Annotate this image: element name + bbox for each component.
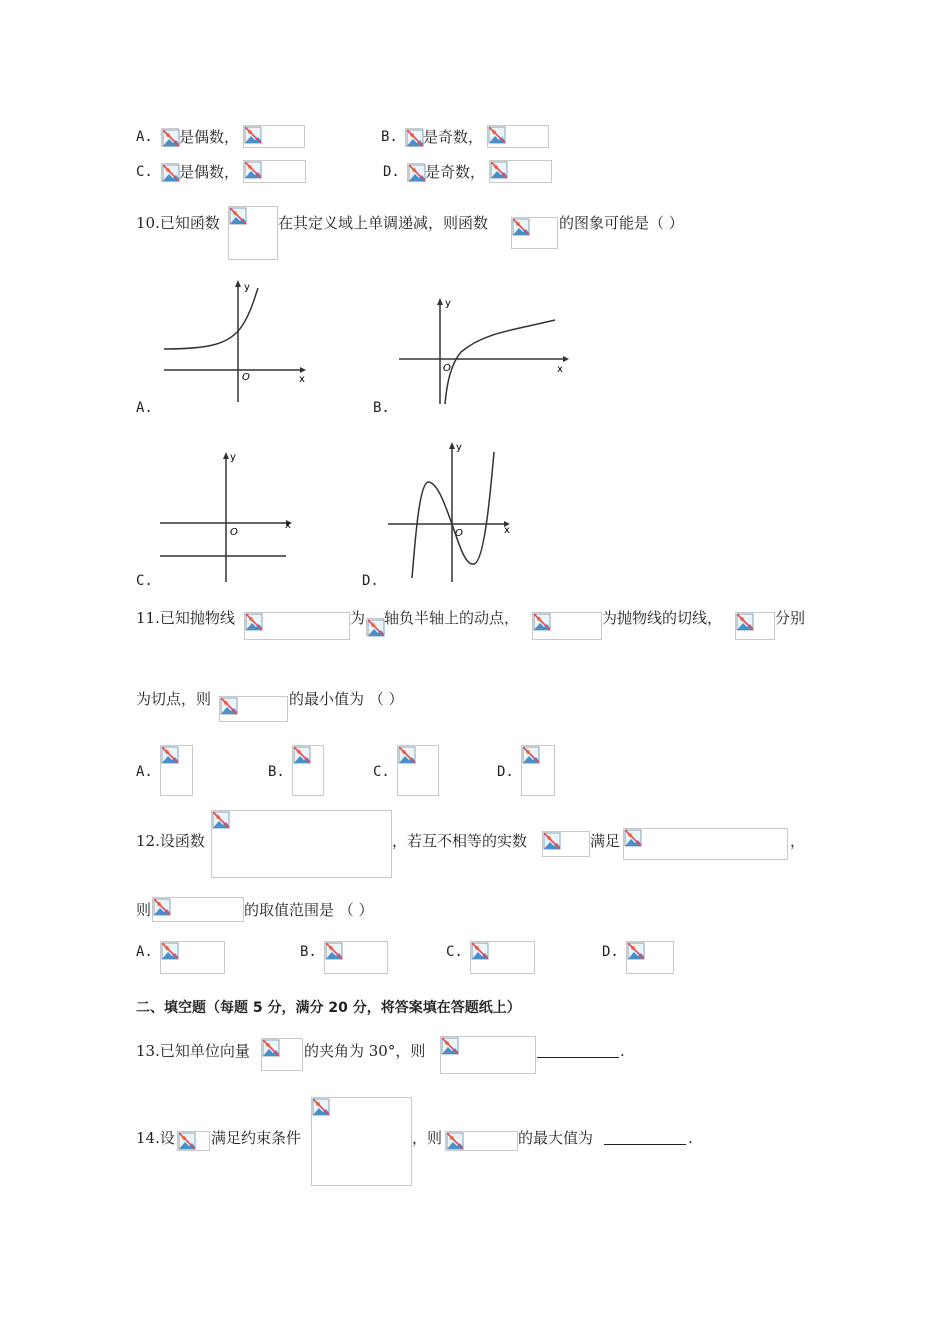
formula-image-icon: [532, 612, 602, 640]
q12-prefix: 12.设函数: [136, 832, 205, 850]
formula-image-icon: [161, 163, 179, 182]
broken-image-icon: [229, 207, 247, 225]
y-axis-label: y: [445, 298, 451, 309]
x-axis-label: x: [285, 520, 291, 531]
broken-image-icon: [212, 811, 230, 829]
q11-prefix: 11.已知抛物线: [136, 609, 235, 627]
q12-text-2: 满足: [590, 832, 621, 850]
formula-image-icon: [160, 941, 225, 974]
answer-blank[interactable]: [604, 1144, 686, 1145]
q12-line2-suffix: 的取值范围是 （ ）: [244, 901, 374, 919]
formula-image-icon: [292, 745, 324, 796]
origin-label: O: [230, 527, 238, 538]
broken-image-icon: [627, 942, 645, 960]
formula-image-icon: [161, 128, 179, 147]
broken-image-icon: [244, 126, 262, 144]
formula-image-icon: [397, 745, 439, 796]
q13-prefix: 13.已知单位向量: [136, 1042, 250, 1060]
broken-image-icon: [446, 1132, 464, 1150]
q11-text-1: 为: [350, 609, 366, 627]
formula-image-icon: [521, 745, 555, 796]
graph-c: [158, 448, 298, 584]
q12-option-c: C.: [446, 944, 463, 960]
formula-image-icon: [160, 745, 193, 796]
broken-image-icon: [293, 746, 311, 764]
formula-image-icon: [228, 206, 278, 260]
graph-b: [395, 292, 575, 406]
graph-d-label: D.: [362, 573, 379, 589]
graph-c-label: C.: [136, 573, 153, 589]
formula-image-icon: [211, 810, 392, 878]
q11-text-3: 为抛物线的切线，: [602, 609, 723, 627]
broken-image-icon: [367, 619, 385, 637]
broken-image-icon: [178, 1132, 196, 1150]
formula-image-icon: [487, 125, 549, 148]
q11-option-c: C.: [373, 764, 390, 780]
broken-image-icon: [522, 746, 540, 764]
formula-image-icon: [324, 941, 388, 974]
option-d-text: 是奇数，: [425, 163, 486, 181]
formula-image-icon: [542, 831, 590, 857]
formula-image-icon: [243, 160, 306, 183]
q11-text-4: 分别: [775, 609, 806, 627]
option-c-text: 是偶数，: [179, 163, 240, 181]
broken-image-icon: [325, 942, 343, 960]
formula-image-icon: [366, 618, 384, 636]
formula-image-icon: [311, 1097, 412, 1186]
broken-image-icon: [161, 942, 179, 960]
option-a-label: A.: [136, 129, 153, 145]
formula-image-icon: [511, 217, 558, 249]
option-d-label: D.: [383, 164, 400, 180]
q12-option-d: D.: [602, 944, 619, 960]
origin-label: O: [455, 528, 463, 539]
q12-option-a: A.: [136, 944, 153, 960]
q12-text-3: ，: [790, 832, 806, 850]
broken-image-icon: [512, 218, 530, 236]
x-axis-label: x: [299, 374, 305, 385]
q12-line2-prefix: 则: [136, 901, 152, 919]
q11-line2-prefix: 为切点，则: [136, 690, 212, 708]
formula-image-icon: [261, 1038, 303, 1071]
q14-end: .: [688, 1129, 693, 1147]
option-c-label: C.: [136, 164, 153, 180]
option-a-text: 是偶数，: [179, 128, 240, 146]
q11-option-d: D.: [497, 764, 514, 780]
q13-end: .: [620, 1042, 625, 1060]
formula-image-icon: [470, 941, 535, 974]
q14-text-1: 满足约束条件: [211, 1129, 302, 1147]
formula-image-icon: [243, 125, 305, 148]
graph-d: [386, 438, 520, 584]
broken-image-icon: [736, 613, 754, 631]
x-axis-label: x: [504, 525, 510, 536]
broken-image-icon: [488, 126, 506, 144]
q13-text-1: 的夹角为 30°，则: [304, 1042, 426, 1060]
broken-image-icon: [533, 613, 551, 631]
graph-b-label: B.: [373, 400, 390, 416]
formula-image-icon: [405, 128, 423, 147]
formula-image-icon: [152, 897, 244, 922]
broken-image-icon: [220, 697, 238, 715]
graph-a: [160, 278, 310, 406]
formula-image-icon: [489, 160, 552, 183]
broken-image-icon: [161, 746, 179, 764]
broken-image-icon: [245, 613, 263, 631]
q10-middle: 在其定义域上单调递减，则函数: [278, 214, 489, 232]
broken-image-icon: [406, 129, 424, 147]
y-axis-label: y: [456, 442, 462, 453]
q14-text-3: 的最大值为: [518, 1129, 594, 1147]
q14-prefix: 14.设: [136, 1129, 175, 1147]
q10-suffix: 的图象可能是（ ）: [559, 214, 684, 232]
x-axis-label: x: [557, 364, 563, 375]
broken-image-icon: [312, 1098, 330, 1116]
q10-prefix: 10.已知函数: [136, 214, 220, 232]
broken-image-icon: [624, 829, 642, 847]
y-axis-label: y: [244, 282, 250, 293]
formula-image-icon: [407, 163, 425, 182]
broken-image-icon: [162, 164, 180, 182]
formula-image-icon: [735, 612, 775, 640]
formula-image-icon: [626, 941, 674, 974]
section-2-heading: 二、填空题（每题 5 分，满分 20 分，将答案填在答题纸上）: [136, 1000, 521, 1016]
graph-a-label: A.: [136, 400, 153, 416]
broken-image-icon: [398, 746, 416, 764]
formula-image-icon: [219, 696, 288, 722]
broken-image-icon: [162, 129, 180, 147]
answer-blank[interactable]: [537, 1057, 619, 1058]
broken-image-icon: [408, 164, 426, 182]
option-b-label: B.: [381, 129, 398, 145]
q11-option-b: B.: [268, 764, 285, 780]
y-axis-label: y: [230, 452, 236, 463]
broken-image-icon: [441, 1037, 459, 1055]
q11-line2-suffix: 的最小值为 （ ）: [289, 690, 404, 708]
q11-text-2: 轴负半轴上的动点，: [384, 609, 520, 627]
option-b-text: 是奇数，: [423, 128, 484, 146]
origin-label: O: [242, 372, 250, 383]
q14-text-2: ，则: [412, 1129, 443, 1147]
broken-image-icon: [490, 161, 508, 179]
q12-text-1: ，若互不相等的实数: [392, 832, 528, 850]
formula-image-icon: [177, 1131, 210, 1151]
formula-image-icon: [244, 612, 350, 640]
q11-option-a: A.: [136, 764, 153, 780]
formula-image-icon: [445, 1131, 518, 1151]
broken-image-icon: [244, 161, 262, 179]
q12-option-b: B.: [300, 944, 317, 960]
broken-image-icon: [262, 1039, 280, 1057]
formula-image-icon: [440, 1036, 536, 1074]
broken-image-icon: [471, 942, 489, 960]
broken-image-icon: [153, 898, 171, 916]
broken-image-icon: [543, 832, 561, 850]
formula-image-icon: [623, 828, 788, 860]
origin-label: O: [443, 363, 451, 374]
